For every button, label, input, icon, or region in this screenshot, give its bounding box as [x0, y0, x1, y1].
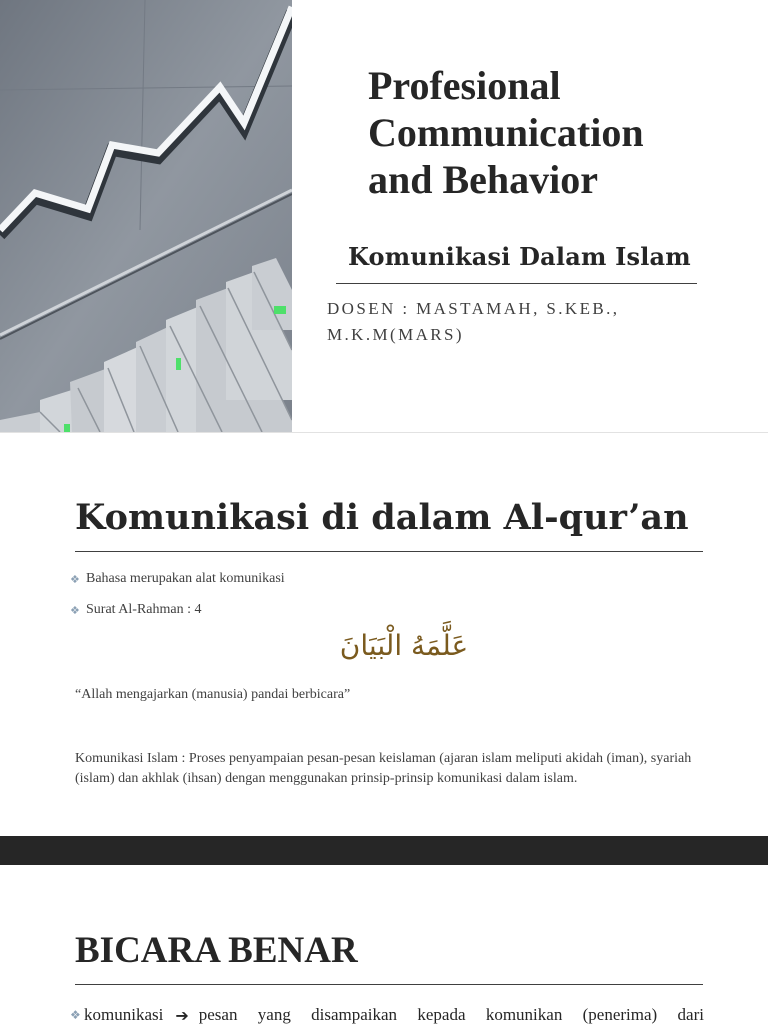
- point-word: yang: [257, 1005, 291, 1024]
- subtitle-divider: [336, 283, 697, 284]
- bullet-text: Surat Al-Rahman : 4: [86, 602, 202, 617]
- point-word: komunikan: [485, 1005, 563, 1024]
- list-item: [70, 1005, 704, 1024]
- point-word: dari: [677, 1005, 704, 1024]
- right-arrow-icon: ➔: [175, 1005, 189, 1024]
- bullet-list: [70, 571, 710, 633]
- title-line: Communication: [368, 110, 644, 155]
- stairs-growth-photo: [0, 0, 292, 432]
- point-word: pesan: [198, 1005, 238, 1024]
- title-divider: [75, 984, 703, 985]
- lecturer-line: DOSEN : MASTAMAH, S.KEB.,: [327, 299, 620, 318]
- point-word: (penerima): [582, 1005, 658, 1024]
- slide-title: Komunikasi di dalam Al-qur’an: [75, 497, 689, 538]
- title-line: and Behavior: [368, 157, 599, 202]
- point-word: disampaikan: [311, 1005, 398, 1024]
- lecturer-name: [327, 296, 707, 348]
- islamic-communication-definition: Komunikasi Islam : Proses penyampaian pesan-pesan keislaman (ajaran islam meliputi akidah (iman), syariah (islam) dan akhlak (ihsan) dengan menggunakan prinsip-prinsip komunikasi dalam islam.: [75, 751, 692, 786]
- list-item: [70, 571, 710, 602]
- point-word: kepada: [417, 1005, 466, 1024]
- diamond-bullet-icon: ❖: [70, 1007, 81, 1022]
- lecturer-line: M.K.M(MARS): [327, 325, 464, 344]
- presentation-title: [368, 62, 748, 203]
- dark-slide-separator: [0, 836, 768, 865]
- slide-title: BICARA BENAR: [75, 930, 358, 971]
- bullet-text: Bahasa merupakan alat komunikasi: [86, 571, 285, 586]
- diamond-bullet-icon: ❖: [70, 604, 80, 617]
- diamond-bullet-icon: ❖: [70, 573, 80, 586]
- title-line: Profesional: [368, 63, 561, 108]
- arabic-verse: عَلَّمَهُ الْبَيَانَ: [339, 629, 469, 662]
- bicara-benar-slide: [0, 865, 768, 1024]
- title-divider: [75, 551, 703, 552]
- point-text: [199, 1005, 704, 1024]
- quran-communication-slide: [0, 433, 768, 836]
- verse-translation: “Allah mengajarkan (manusia) pandai berbicara”: [75, 687, 351, 702]
- point-term: komunikasi: [84, 1005, 164, 1024]
- title-slide: [0, 0, 768, 432]
- presentation-subtitle: Komunikasi Dalam Islam: [348, 242, 691, 271]
